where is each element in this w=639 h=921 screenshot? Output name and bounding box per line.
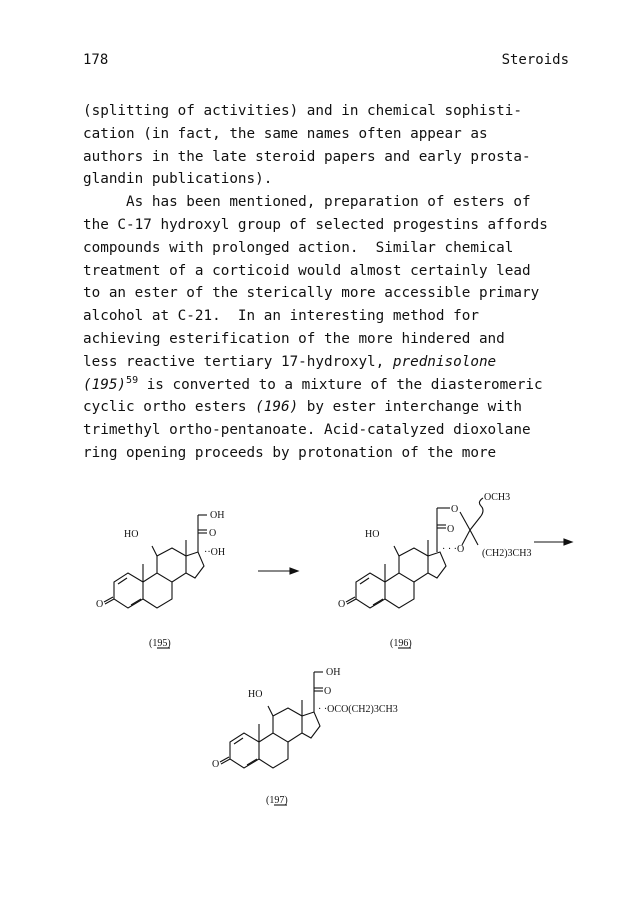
label-chain: (CH2)3CH3 xyxy=(482,548,532,559)
label-ho: HO xyxy=(365,529,380,540)
text-line: alcohol at C-21. In an interesting method for xyxy=(83,308,479,325)
footnote-ref: 59 xyxy=(126,374,139,386)
text-line: (splitting of activities) and in chemical sophisti- xyxy=(83,103,522,119)
structure-196 xyxy=(338,492,531,649)
text-line: compounds with prolonged action. Similar chemical xyxy=(83,239,514,256)
structure-197 xyxy=(212,667,398,806)
compound-name: prednisolone xyxy=(392,353,497,370)
text-line: cation (in fact, the same names often appear as xyxy=(83,125,488,142)
label-ho: HO xyxy=(248,689,263,700)
text-line: ring opening proceeds by protonation of the more xyxy=(83,444,497,461)
label-oxo: O xyxy=(209,528,217,539)
text-line: glandin publications). xyxy=(83,171,273,188)
label-o20: O xyxy=(447,524,455,535)
label-3-oxo: O xyxy=(212,759,220,770)
label-o17: · · ·O xyxy=(442,544,465,555)
text-line: the C-17 hydroxyl group of selected progestins affords xyxy=(83,216,548,233)
text-line: trimethyl ortho-pentanoate. Acid-catalyzed dioxolane xyxy=(83,422,531,439)
running-title: Steroids xyxy=(501,52,569,68)
label-ho: HO xyxy=(124,529,139,540)
label-o21: O xyxy=(451,504,459,515)
label-oh: OH xyxy=(210,510,225,521)
label-ester: · ·OCO(CH2)3CH3 xyxy=(318,704,398,715)
structure-195 xyxy=(96,510,225,649)
text-line: treatment of a corticoid would almost certainly lead xyxy=(83,262,531,279)
compound-label-196: (196) xyxy=(390,638,412,649)
label-oh: OH xyxy=(326,667,341,678)
text-line: to an ester of the sterically more accessible primary xyxy=(83,285,540,302)
text-line: authors in the late steroid papers and early prosta- xyxy=(83,148,531,165)
text-run: by ester interchange with xyxy=(298,399,522,416)
compound-label-197: (197) xyxy=(266,795,288,806)
label-17-oh: ··OH xyxy=(204,547,226,558)
label-oxo: O xyxy=(324,686,332,697)
reaction-arrow xyxy=(258,568,298,574)
text-run: less reactive tertiary 17-hydroxyl, xyxy=(83,353,393,370)
label-3-oxo: O xyxy=(96,599,104,610)
label-3-oxo: O xyxy=(338,599,346,610)
label-och3: OCH3 xyxy=(484,492,511,503)
compound-label-195: (195) xyxy=(149,638,171,649)
reaction-arrow xyxy=(534,539,572,545)
text-line: achieving esterification of the more hindered and xyxy=(83,330,505,347)
text-run: is converted to a mixture of the diasteromeric xyxy=(138,376,543,393)
page-number: 178 xyxy=(83,52,109,68)
text-line: As has been mentioned, preparation of esters of xyxy=(83,194,531,211)
compound-ref: (195) xyxy=(83,376,127,393)
compound-ref: (196) xyxy=(255,399,299,416)
text-run: cyclic ortho esters xyxy=(83,399,256,416)
